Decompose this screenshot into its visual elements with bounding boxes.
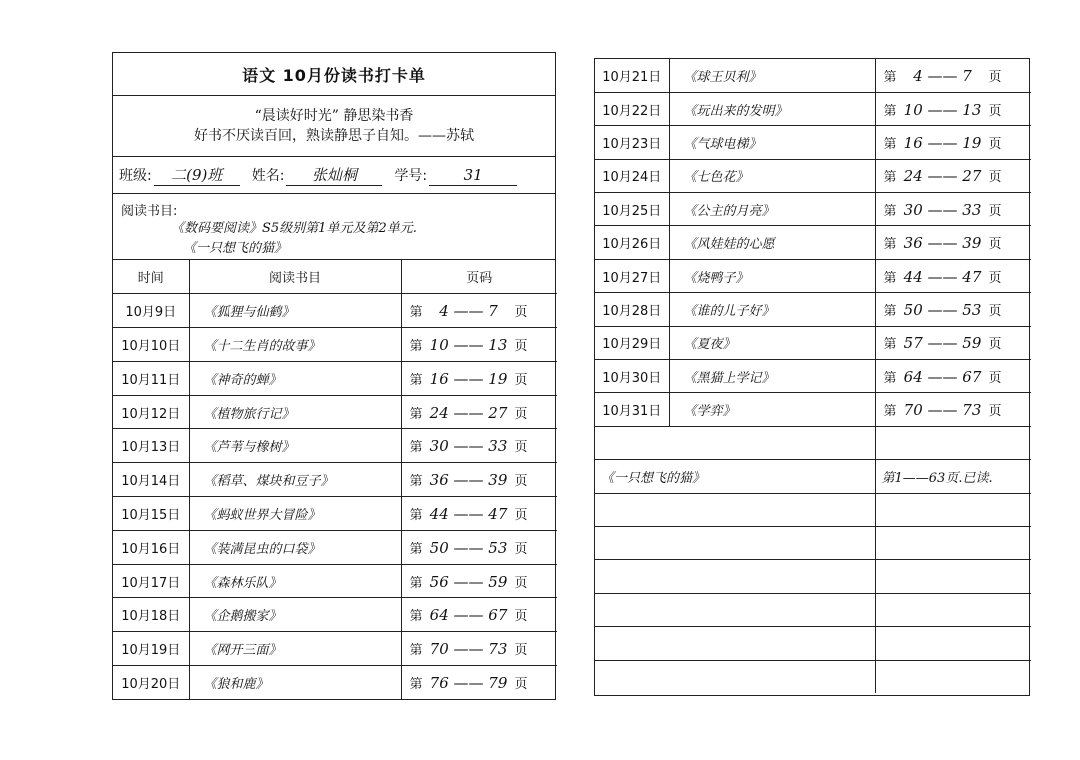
empty-cell: [595, 426, 875, 459]
books-label: 阅读书目:: [121, 204, 178, 219]
row-book: 《烧鸭子》: [669, 259, 875, 292]
page-suffix: 页: [988, 337, 1002, 353]
row-book: 《学弈》: [669, 393, 875, 426]
empty-cell: [595, 526, 875, 559]
row-book: 《森林乐队》: [189, 564, 401, 598]
table-header-row: [113, 260, 557, 294]
page-suffix: 页: [514, 372, 528, 388]
row-date: 10月25日: [595, 193, 669, 226]
page-suffix: 页: [988, 370, 1002, 386]
row-pages: [875, 360, 1031, 393]
row-date: 10月9日: [113, 294, 189, 328]
col-pages-header: 页码: [401, 260, 557, 294]
table-row: [595, 293, 1031, 326]
page-range: 16 —— 19: [903, 133, 982, 152]
page-range: 44 —— 47: [903, 267, 982, 286]
empty-cell: [595, 593, 875, 626]
row-date: 10月18日: [113, 598, 189, 632]
row-book: 《夏夜》: [669, 326, 875, 359]
table-row: [113, 294, 557, 328]
row-book: 《风娃娃的心愿: [669, 226, 875, 259]
table-row: [595, 193, 1031, 226]
empty-cell: [875, 627, 1031, 660]
row-date: 10月15日: [113, 497, 189, 531]
page-range: 56 —— 59: [429, 572, 508, 591]
page-range: 64 —— 67: [903, 367, 982, 386]
page-suffix: 页: [514, 507, 528, 523]
page-suffix: 页: [988, 170, 1002, 186]
page-range: 16 —— 19: [429, 369, 508, 388]
row-date: 10月13日: [113, 429, 189, 463]
row-date: 10月16日: [113, 530, 189, 564]
page-range: 30 —— 33: [903, 200, 982, 219]
row-date: 10月12日: [113, 395, 189, 429]
page-prefix: 第: [883, 103, 897, 119]
page-prefix: 第: [409, 440, 423, 456]
row-book: 《公主的月亮》: [669, 193, 875, 226]
row-pages: [401, 497, 557, 531]
table-row: [595, 159, 1031, 192]
table-row: [595, 59, 1031, 92]
page-range: 24 —— 27: [429, 403, 508, 422]
page-prefix: 第: [409, 338, 423, 354]
empty-cell: [875, 426, 1031, 459]
page-prefix: 第: [409, 541, 423, 557]
page-suffix: 页: [988, 136, 1002, 152]
row-pages: [875, 393, 1031, 426]
table-row: [595, 226, 1031, 259]
row-date: 10月11日: [113, 361, 189, 395]
books-line-2: 《一只想飞的猫》: [183, 241, 288, 256]
summary-book: 《一只想飞的猫》: [595, 460, 875, 493]
page-suffix: 页: [514, 338, 528, 354]
row-date: 10月28日: [595, 293, 669, 326]
page-suffix: 页: [514, 677, 528, 693]
row-book: 《神奇的蝉》: [189, 361, 401, 395]
table-row: [113, 463, 557, 497]
row-pages: [401, 328, 557, 362]
page-prefix: 第: [409, 609, 423, 625]
row-pages: [401, 530, 557, 564]
left-log-table: [113, 260, 557, 699]
row-date: 10月14日: [113, 463, 189, 497]
page-prefix: 第: [409, 305, 423, 321]
row-date: 10月22日: [595, 92, 669, 125]
page-range: 30 —— 33: [429, 437, 508, 456]
table-row: [113, 497, 557, 531]
row-book: 《稻草、煤块和豆子》: [189, 463, 401, 497]
row-pages: [401, 632, 557, 666]
row-pages: [401, 463, 557, 497]
row-book: 《狐狸与仙鹤》: [189, 294, 401, 328]
row-book: 《气球电梯》: [669, 126, 875, 159]
page-range: 57 —— 59: [903, 334, 982, 353]
page-prefix: 第: [883, 337, 897, 353]
empty-row: [595, 426, 1031, 459]
row-book: 《芦苇与橡树》: [189, 429, 401, 463]
empty-cell: [595, 560, 875, 593]
row-pages: [875, 326, 1031, 359]
row-pages: [401, 598, 557, 632]
page-range: 76 —— 79: [429, 674, 508, 693]
page-prefix: 第: [409, 474, 423, 490]
table-row: [113, 328, 557, 362]
row-book: 《装满昆虫的口袋》: [189, 530, 401, 564]
sheet-title: 语文 10月份读书打卡单: [113, 53, 555, 96]
page-suffix: 页: [988, 237, 1002, 253]
row-pages: [875, 92, 1031, 125]
col-book-header: 阅读书目: [189, 260, 401, 294]
row-book: 《玩出来的发明》: [669, 92, 875, 125]
row-pages: [401, 294, 557, 328]
page-suffix: 页: [988, 103, 1002, 119]
table-row: [113, 666, 557, 700]
quote: 好书不厌读百回，熟读静思子自知。——苏轼: [194, 128, 474, 144]
row-pages: [401, 361, 557, 395]
row-pages: [401, 395, 557, 429]
page-suffix: 页: [988, 303, 1002, 319]
page-prefix: 第: [883, 303, 897, 319]
page-suffix: 页: [514, 406, 528, 422]
empty-row: [595, 627, 1031, 660]
row-pages: [875, 159, 1031, 192]
table-row: [595, 126, 1031, 159]
row-book: 《黑猫上学记》: [669, 360, 875, 393]
empty-cell: [595, 493, 875, 526]
page-range: 44 —— 47: [429, 504, 508, 523]
table-row: [113, 564, 557, 598]
slogan: “晨读好时光” 静思染书香: [254, 108, 414, 124]
empty-row: [595, 660, 1031, 693]
page-range: 10 —— 13: [903, 100, 982, 119]
row-date: 10月29日: [595, 326, 669, 359]
class-label: 班级:: [119, 168, 152, 184]
empty-cell: [875, 560, 1031, 593]
row-date: 10月27日: [595, 259, 669, 292]
page-range: 36 —— 39: [903, 234, 982, 253]
table-row: [595, 326, 1031, 359]
page-suffix: 页: [514, 440, 528, 456]
books-line-1: 《数码要阅读》S5级别第1单元及第2单元.: [171, 221, 417, 236]
student-info: [113, 157, 555, 194]
row-date: 10月19日: [113, 632, 189, 666]
empty-cell: [875, 660, 1031, 693]
table-row: [595, 360, 1031, 393]
id-label: 学号:: [394, 168, 428, 184]
row-pages: [875, 259, 1031, 292]
page-range: 50 —— 53: [903, 300, 982, 319]
row-date: 10月24日: [595, 159, 669, 192]
row-book: 《企鹅搬家》: [189, 598, 401, 632]
right-log-table: [595, 59, 1031, 693]
page-prefix: 第: [883, 270, 897, 286]
row-date: 10月31日: [595, 393, 669, 426]
empty-cell: [595, 627, 875, 660]
page-prefix: 第: [883, 370, 897, 386]
reading-list: [113, 194, 555, 260]
page-suffix: 页: [514, 609, 528, 625]
row-pages: [875, 293, 1031, 326]
page-suffix: 页: [514, 474, 528, 490]
row-pages: [875, 193, 1031, 226]
row-pages: [875, 226, 1031, 259]
page-prefix: 第: [409, 643, 423, 659]
table-row: [113, 429, 557, 463]
row-date: 10月17日: [113, 564, 189, 598]
page-range: 70 —— 73: [429, 640, 508, 659]
table-row: [113, 361, 557, 395]
class-value: 二(9)班: [154, 165, 240, 186]
page-range: 36 —— 39: [429, 471, 508, 490]
table-row: [113, 632, 557, 666]
row-date: 10月20日: [113, 666, 189, 700]
page-range: 4 —— 7: [913, 66, 972, 85]
page-suffix: 页: [514, 541, 528, 557]
page-suffix: 页: [514, 305, 528, 321]
name-value: 张灿桐: [286, 165, 382, 186]
page-suffix: 页: [988, 203, 1002, 219]
name-label: 姓名:: [251, 168, 285, 184]
reading-checkin-sheet-left: [112, 52, 556, 700]
empty-row: [595, 493, 1031, 526]
row-book: 《十二生肖的故事》: [189, 328, 401, 362]
table-row: [595, 259, 1031, 292]
row-book: 《植物旅行记》: [189, 395, 401, 429]
empty-cell: [595, 660, 875, 693]
row-date: 10月30日: [595, 360, 669, 393]
row-pages: [401, 564, 557, 598]
page-range: 50 —— 53: [429, 538, 508, 557]
empty-cell: [875, 493, 1031, 526]
page-suffix: 页: [988, 69, 1002, 85]
row-book: 《蚂蚁世界大冒险》: [189, 497, 401, 531]
page-prefix: 第: [883, 237, 897, 253]
page-range: 70 —— 73: [903, 401, 982, 420]
quote-block: [113, 96, 555, 157]
page-prefix: 第: [883, 203, 897, 219]
row-date: 10月23日: [595, 126, 669, 159]
summary-note: 第1——63页.已读.: [875, 460, 1031, 493]
row-date: 10月21日: [595, 59, 669, 92]
page-suffix: 页: [988, 404, 1002, 420]
page-prefix: 第: [883, 404, 897, 420]
summary-row: [595, 460, 1031, 493]
row-pages: [875, 126, 1031, 159]
page-suffix: 页: [988, 270, 1002, 286]
page-range: 4 —— 7: [439, 302, 498, 321]
empty-cell: [875, 593, 1031, 626]
table-row: [113, 530, 557, 564]
row-pages: [401, 429, 557, 463]
empty-row: [595, 560, 1031, 593]
page-suffix: 页: [514, 643, 528, 659]
row-date: 10月26日: [595, 226, 669, 259]
row-book: 《网开三面》: [189, 632, 401, 666]
row-book: 《球王贝利》: [669, 59, 875, 92]
table-row: [595, 393, 1031, 426]
row-book: 《谁的儿子好》: [669, 293, 875, 326]
table-row: [113, 598, 557, 632]
page-prefix: 第: [409, 575, 423, 591]
col-time-header: 时间: [113, 260, 189, 294]
page-prefix: 第: [409, 677, 423, 693]
row-book: 《狼和鹿》: [189, 666, 401, 700]
page-prefix: 第: [883, 69, 897, 85]
page-suffix: 页: [514, 575, 528, 591]
row-date: 10月10日: [113, 328, 189, 362]
id-value: 31: [429, 165, 517, 186]
page-range: 64 —— 67: [429, 606, 508, 625]
reading-checkin-sheet-right: [594, 58, 1030, 696]
empty-row: [595, 593, 1031, 626]
empty-row: [595, 526, 1031, 559]
page-prefix: 第: [409, 507, 423, 523]
row-pages: [875, 59, 1031, 92]
page-prefix: 第: [883, 170, 897, 186]
page-range: 10 —— 13: [429, 335, 508, 354]
page-prefix: 第: [883, 136, 897, 152]
page-prefix: 第: [409, 372, 423, 388]
page-range: 24 —— 27: [903, 167, 982, 186]
row-pages: [401, 666, 557, 700]
empty-cell: [875, 526, 1031, 559]
table-row: [595, 92, 1031, 125]
page-prefix: 第: [409, 406, 423, 422]
table-row: [113, 395, 557, 429]
row-book: 《七色花》: [669, 159, 875, 192]
